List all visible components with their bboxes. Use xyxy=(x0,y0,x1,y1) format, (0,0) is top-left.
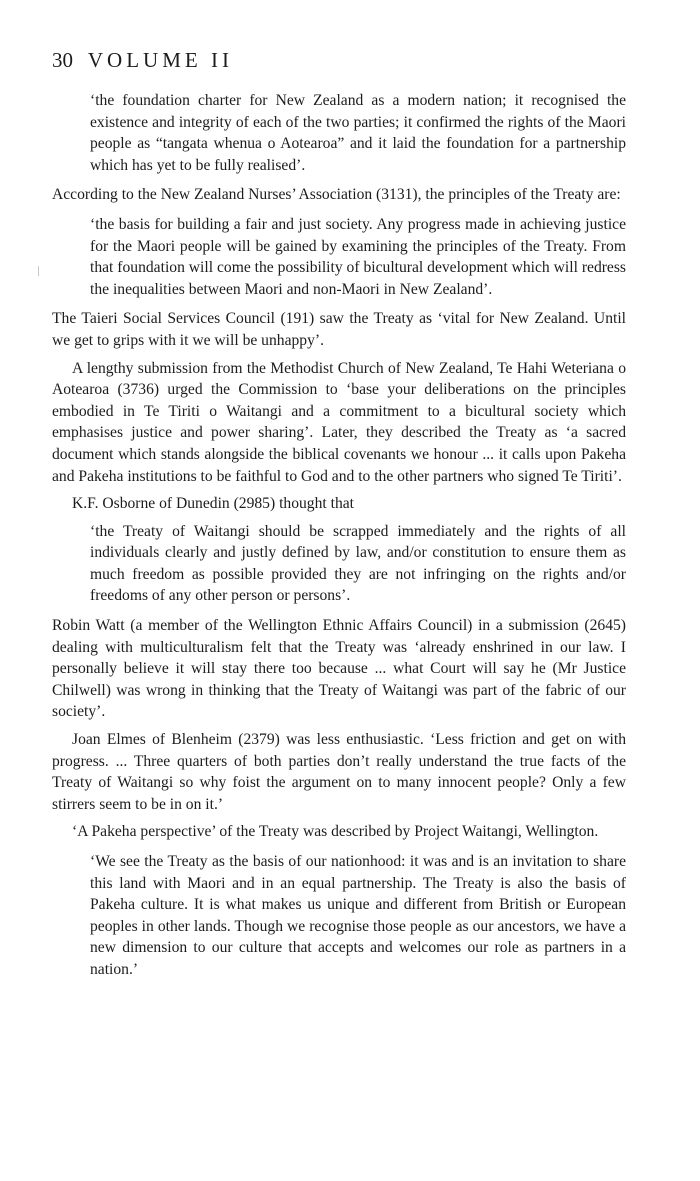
margin-mark xyxy=(38,266,39,276)
paragraph-nurses-association: According to the New Zealand Nurses’ Association (3131), the principles of the Treaty are: xyxy=(52,186,621,204)
body-text xyxy=(52,90,626,981)
block-quote-3: ‘the Treaty of Waitangi should be scrapped immediately and the rights of all individuals clearly and justly defined by law, and/or constitution to ensure them as much freedom as possible provided they are not infringing on the rights and/or freedoms of any other person or persons’. xyxy=(90,522,626,605)
running-header xyxy=(52,50,233,72)
paragraph-elmes: Joan Elmes of Blenheim (2379) was less enthusiastic. ‘Less friction and get on with progress. ... Three quarters of both parties don’t really understand the true facts of the Treaty of Waitangi so why foist the argument on to many innocent people? Only a few stirrers seem to be in on it.’ xyxy=(52,731,626,813)
block-quote-2: ‘the basis for building a fair and just society. Any progress made in achieving justice for the Maori people will be gained by examining the principles of the Treaty. From that foundation will come the possibility of bicultural development which will redress the inequalities between Maori and non-Maori in New Zealand’. xyxy=(90,215,626,298)
paragraph-project-waitangi: ‘A Pakeha perspective’ of the Treaty was described by Project Waitangi, Wellington. xyxy=(72,823,599,841)
block-quote-4: ‘We see the Treaty as the basis of our nationhood: it was and is an invitation to share this land with Maori and in an equal partnership. The Treaty is also the basis of Pakeha culture. It is what makes us unique and different from British or European peoples in other lands. Though we recognise those people as our ancestors, we have a new dimension to our culture that accepts and welcomes our role as partners in a nation.’ xyxy=(90,853,626,978)
page-number: 30 xyxy=(52,48,73,72)
paragraph-watt: Robin Watt (a member of the Wellington Ethnic Affairs Council) in a submission (2645) dealing with multiculturalism felt that the Treaty was ‘already enshrined in our law. I personally believe it will stay there too because ... what Court will say he (Mr Justice Chilwell) was wrong in thinking that the Treaty of Waitangi was part of the fabric of our society’. xyxy=(52,617,626,721)
paragraph-methodist: A lengthy submission from the Methodist Church of New Zealand, Te Hahi Weteriana o Aotearoa (3736) urged the Commission to ‘base your deliberations on the principles embodied in Te Tiriti o Waitangi and a commitment to a bicultural society which emphasises justice and power sharing’. Later, they described the Treaty as ‘a sacred document which stands alongside the biblical covenants we honour ... it calls upon Pakeha and Pakeha institutions to be faithful to God and to the other partners who signed Te Tiriti’. xyxy=(52,359,626,485)
volume-title: VOLUME II xyxy=(87,48,233,72)
block-quote-1: ‘the foundation charter for New Zealand as a modern nation; it recognised the existence and integrity of each of the two parties; it confirmed the rights of the Maori people as “tangata whenua o Aotearoa” and it laid the foundation for a partnership which has yet to be fully realised’. xyxy=(90,92,626,174)
paragraph-osborne: K.F. Osborne of Dunedin (2985) thought that xyxy=(72,495,355,513)
paragraph-taieri: The Taieri Social Services Council (191) saw the Treaty as ‘vital for New Zealand. Until we get to grips with it we will be unhappy’. xyxy=(52,310,626,349)
